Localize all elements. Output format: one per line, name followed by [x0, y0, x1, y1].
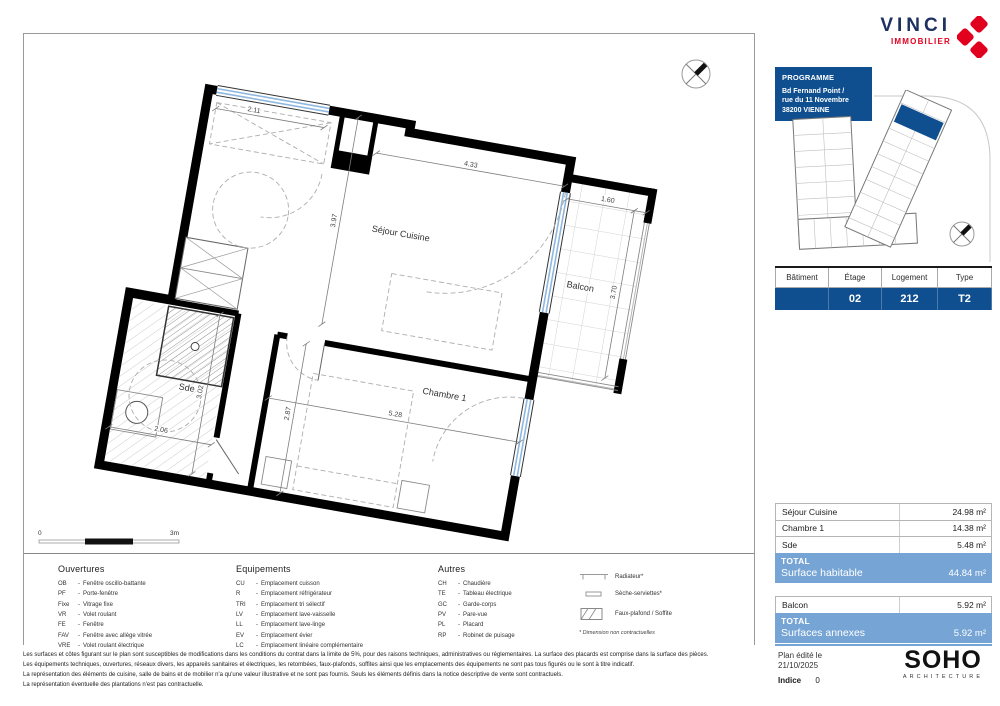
- apartment-plan: [99, 76, 660, 551]
- soffit-icon: [579, 607, 615, 621]
- footnote-line: La représentation éventuelle des plantations n'est pas contractuelle.: [23, 681, 204, 688]
- indice: [778, 676, 820, 685]
- architect-subtitle: ARCHITECTURE: [902, 674, 984, 680]
- surface-row: Séjour Cuisine 24.98 m²: [775, 503, 992, 520]
- vinci-division: IMMOBILIER: [891, 37, 951, 46]
- plan-edited-date: 21/10/2025: [778, 661, 819, 671]
- surface-habitable-total: TOTAL Surface habitable 44.84 m²: [775, 553, 992, 583]
- unit-header-type: Type: [938, 268, 992, 288]
- architect-name: SOHO: [904, 646, 982, 674]
- legend-note: * Dimension non contractuelles: [579, 630, 655, 636]
- dim-sejour-width: 4.33: [463, 160, 479, 170]
- dim-sejour-height: 3.97: [329, 213, 340, 229]
- surface-annexes-table: [775, 596, 992, 643]
- dim-chambre-width: 5.28: [387, 410, 403, 420]
- footnotes: [23, 651, 747, 691]
- unit-value-logement: 212: [882, 288, 938, 310]
- indice-value: 0: [815, 676, 820, 685]
- surface-row: Chambre 1 14.38 m²: [775, 520, 992, 537]
- scale-bar: [38, 530, 179, 545]
- footnote-line: Les surfaces et côtes figurant sur le plan sont susceptibles de modifications dans les conditions du contrat dans la limite de 5%, pour des raisons techniques, administratives ou réglementaires. La surface des placards est comprise dans la surface des pièces.: [23, 652, 709, 658]
- plan-edited: [778, 651, 822, 672]
- vinci-wordmark: VINCI: [880, 15, 951, 36]
- legend-symbols: Radiateur* Sèche-serviettes* Faux-plafond / Soffite: [579, 572, 672, 630]
- programme-label: PROGRAMME: [782, 73, 835, 82]
- room-label-sejour: Séjour Cuisine: [371, 223, 431, 244]
- room-label-chambre: Chambre 1: [421, 385, 468, 404]
- legend: [24, 553, 754, 649]
- plan-sheet: [23, 33, 755, 649]
- unit-header-logement: Logement: [882, 268, 938, 288]
- floor-plan-drawing: [24, 34, 754, 551]
- programme-address-3: 38200 VIENNE: [782, 106, 830, 114]
- scale-end-label: 3m: [170, 530, 180, 537]
- plan-edited-label: Plan édité le: [778, 651, 823, 660]
- vinci-logo: [843, 16, 993, 58]
- dim-balcon-height: 3.70: [609, 285, 619, 300]
- building-key-plan: [778, 90, 993, 264]
- unit-header-batiment: Bâtiment: [775, 268, 829, 288]
- vinci-logo-icon: [957, 16, 993, 58]
- indice-label: Indice: [778, 676, 802, 685]
- scale-start-label: 0: [38, 530, 42, 537]
- room-label-sde: Sde: [178, 381, 196, 394]
- footnote-line: Les équipements techniques, ouvertures, réseaux divers, les appareils sanitaires et électriques, les retombées, faux-plafonds, soffites ainsi que les emplacements des équipements ne sont pas tous figurés ou le sont à titre indicatif.: [23, 661, 635, 668]
- towel-dryer-icon: [579, 590, 615, 598]
- unit-table: [775, 266, 992, 310]
- legend-title: Autres: [438, 564, 466, 574]
- legend-equipements: Equipements CU - Emplacement cuisson R - Emplacement réfrigérateur TRI - Emplacement tri sélectif LV - Emplacement lave-vaisselle LL - Emplacement lave-linge EV - Emplacement évier LC - Emplacement linéaire complémentaire: [236, 564, 364, 649]
- dim-chambre-height: 2.87: [283, 406, 293, 422]
- surface-annexes-total: TOTAL Surfaces annexes 5.92 m²: [775, 613, 992, 643]
- surface-habitable-table: [775, 503, 992, 583]
- programme-address-2: rue du 11 Novembre: [782, 97, 849, 105]
- legend-ouvertures: Ouvertures OB - Fenêtre oscillo-battante PF - Porte-fenêtre Fixe - Vitrage fixe VR - Volet roulant FE - Fenêtre FAV - Fenêtre avec allège vitrée VRE - Volet roulant électrique: [58, 564, 153, 649]
- unit-value-type: T2: [938, 288, 992, 310]
- dim-balcon-width: 1.60: [600, 195, 616, 206]
- dim-sde-height: 3.02: [196, 384, 206, 400]
- minimap-north-arrow-icon: [950, 222, 974, 246]
- north-arrow-icon: [682, 60, 710, 88]
- legend-autres: Autres CH - Chaudière TE - Tableau électrique GC - Garde-corps PV - Pare-vue PL - Placard RP - Robinet de puisage: [438, 564, 515, 639]
- dim-hall-window: 2.11: [246, 106, 261, 116]
- radiator-icon: [579, 572, 615, 581]
- legend-title: Ouvertures: [58, 564, 105, 574]
- architect-logo: [893, 648, 993, 680]
- programme-address-1: Bd Fernand Point /: [782, 88, 845, 95]
- legend-title: Equipements: [236, 564, 291, 574]
- room-label-balcon: Balcon: [565, 279, 595, 294]
- surface-row: Sde 5.48 m²: [775, 536, 992, 553]
- footnote-line: La représentation des éléments de cuisine, salle de bains et de mobilier n'a qu'une valeur illustrative et ne sont pas fournis. Seuls les éléments définis dans la notice descriptive de vente sont contractuels.: [23, 671, 563, 678]
- unit-value-batiment: [775, 288, 829, 310]
- unit-value-etage: 02: [829, 288, 882, 310]
- unit-header-etage: Étage: [829, 268, 882, 288]
- dim-sde-width: 2.06: [153, 425, 169, 435]
- surface-row: Balcon 5.92 m²: [775, 596, 992, 613]
